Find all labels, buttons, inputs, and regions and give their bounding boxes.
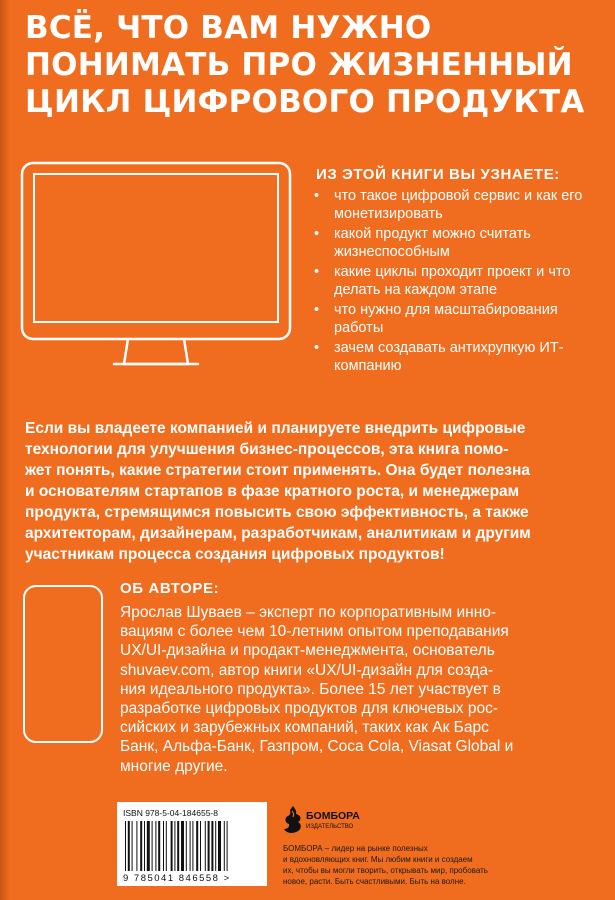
publisher-line: БОМБОРА – лидер на рынке полезных <box>283 844 428 853</box>
headline-line: ПОНИМАТЬ ПРО ЖИЗНЕННЫЙ <box>25 47 573 83</box>
isbn-barcode-block <box>117 802 267 886</box>
publisher-subtitle: ИЗДАТЕЛЬСТВО <box>306 824 354 830</box>
author-line: Ярослав Шуваев – эксперт по корпоративным инно- <box>120 604 497 621</box>
description-line: и основателям стартапов в фазе кратного роста, и менеджерам <box>25 483 520 500</box>
author-line: ния идеального продукта». Более 15 лет участвует в <box>120 680 501 698</box>
list-item: • какие циклы проходит проект и что делать на каждом этапе <box>312 264 602 299</box>
barcode-icon <box>123 821 261 873</box>
spine-shadow <box>0 0 10 900</box>
barcode-number: 9 785041 846558 > <box>123 873 231 884</box>
description-line: участникам процесса создания цифровых продуктов! <box>25 546 445 563</box>
list-item: • что нужно для масштабирования работы <box>312 302 602 337</box>
description-line: архитекторам, дизайнерам, разработчикам, аналитикам и другим <box>25 525 531 542</box>
author-line: shuvaev.com, автор книги «UX/UI-дизайн для созда- <box>120 661 494 679</box>
learn-list <box>312 188 602 378</box>
author-line: Банк, Альфа-Банк, Газпром, Coca Cola, Viasat Global и <box>120 738 514 756</box>
publisher-name: БОМБОРА <box>306 810 360 822</box>
publisher-description <box>283 843 593 887</box>
description-line: Если вы владеете компанией и планируете внедрить цифровые <box>25 420 526 437</box>
headline <box>25 10 605 121</box>
author-line: UX/UI-дизайна и продакт-менеджмента, основатель <box>120 642 495 660</box>
phone-icon <box>22 584 104 744</box>
list-item: • зачем создавать антихрупкую ИТ-компанию <box>312 340 602 375</box>
author-line: разработке цифровых продуктов для ключевых рос- <box>120 700 498 718</box>
learn-title: ИЗ ЭТОЙ КНИГИ ВЫ УЗНАЕТЕ: <box>316 166 560 183</box>
book-description <box>25 418 610 565</box>
author-bio <box>120 603 610 776</box>
description-line: продукта, стремящимся повысить свою эффективность, а также <box>25 504 529 521</box>
publisher-line: новое, расти. Быть счастливыми. Быть на волне. <box>283 877 466 886</box>
publisher-line: их, чтобы вы могли творить, открывать мир, пробовать <box>283 866 488 875</box>
headline-line: ВСЁ, ЧТО ВАМ НУЖНО <box>25 10 432 46</box>
list-item: • какой продукт можно считать жизнеспособным <box>312 226 602 261</box>
description-line: технологии для улучшения бизнес-процессов, эта книга помо- <box>25 441 509 458</box>
author-line: многие другие. <box>120 757 228 775</box>
list-item: • что такое цифровой сервис и как его монетизировать <box>312 188 602 223</box>
author-line: вациям с более чем 10-летним опытом преподавания <box>120 623 509 641</box>
publisher-line: и вдохновляющих книг. Мы любим книги и создаем <box>283 855 473 864</box>
author-line: сийских и зарубежных компаний, таких как Ак Барс <box>120 719 489 737</box>
monitor-icon <box>16 160 296 375</box>
bombora-logo-icon <box>283 805 303 835</box>
description-line: жет понять, какие стратегии стоит применять. Она будет полезна <box>25 462 530 479</box>
author-title: ОБ АВТОРЕ: <box>120 580 220 597</box>
isbn-label: ISBN 978-5-04-184655-8 <box>123 808 218 818</box>
headline-line: ЦИКЛ ЦИФРОВОГО ПРОДУКТА <box>25 84 585 120</box>
